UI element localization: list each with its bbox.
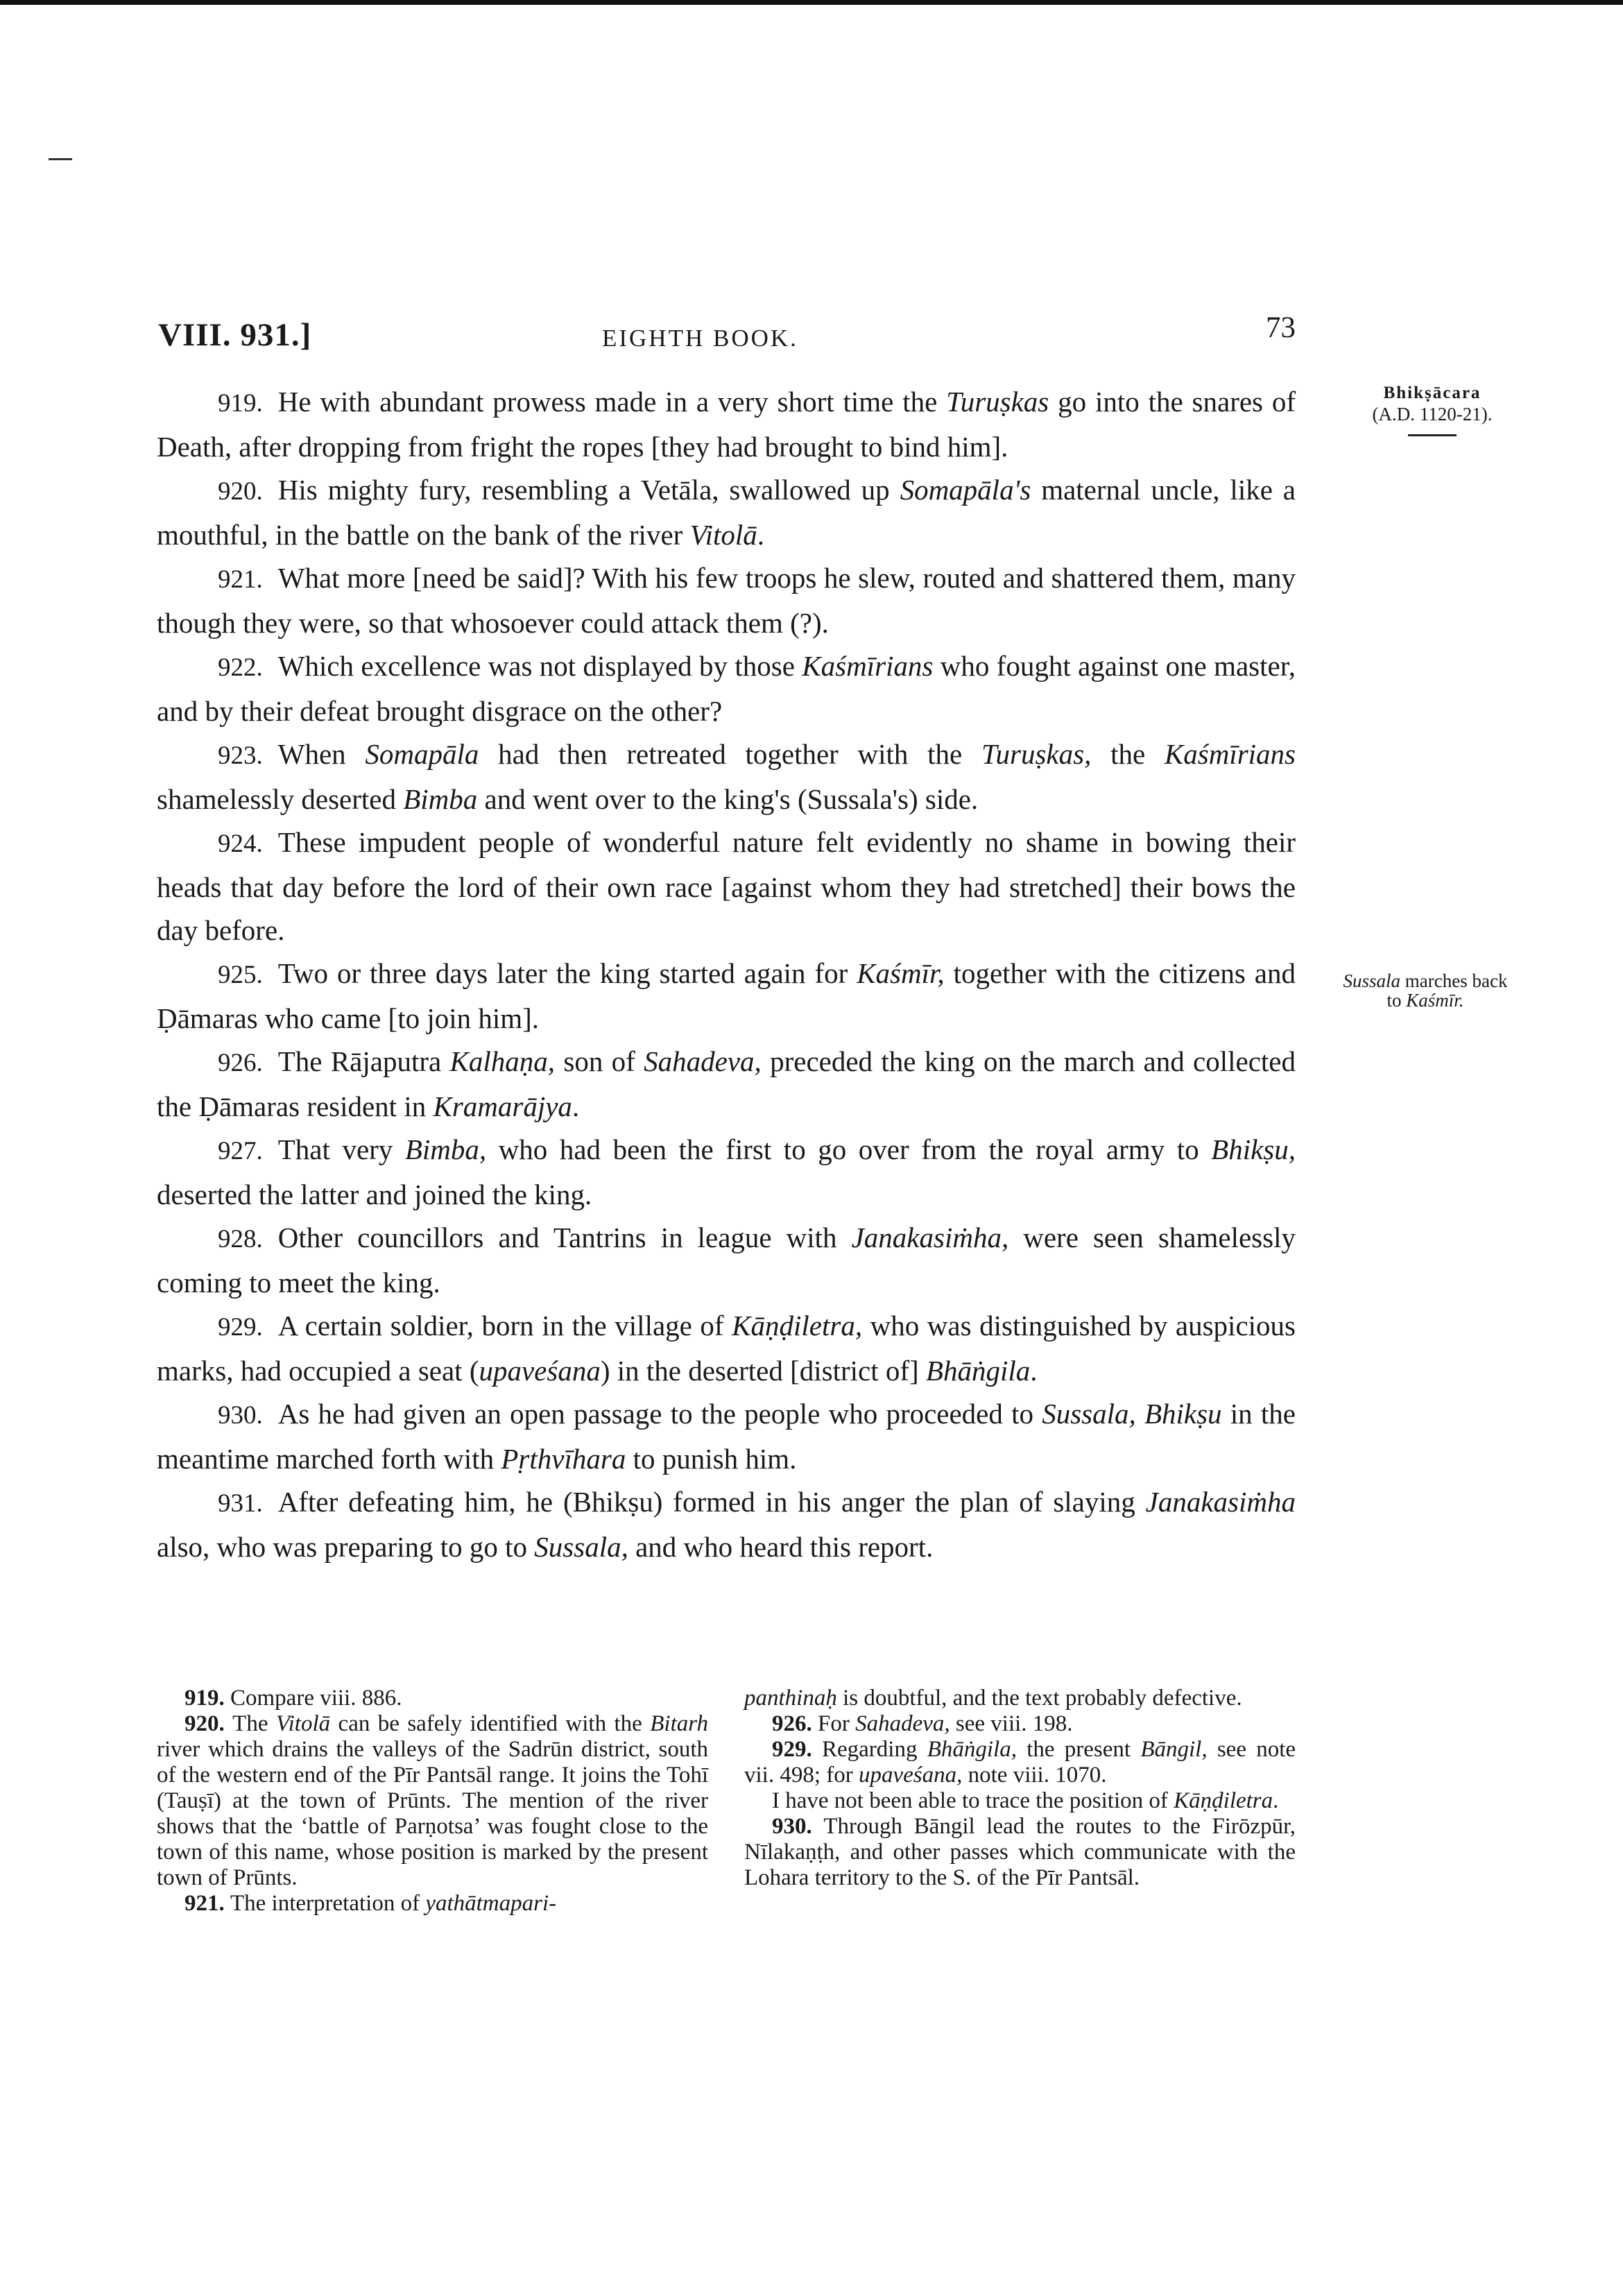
verse-text: . bbox=[757, 519, 764, 551]
footnotes-left-column bbox=[157, 1686, 708, 1917]
footnote bbox=[157, 1711, 708, 1891]
footnote-text: . bbox=[1273, 1788, 1279, 1813]
verse-text: preceded the king on the march and collected the Ḍāmaras resident in bbox=[157, 1045, 1296, 1122]
verse-number: 930. bbox=[218, 1401, 263, 1430]
verse-text: go into the snares of Death, after dropping from fright the ropes [they had brought to bind him]. bbox=[157, 386, 1296, 463]
footnote-text: river which drains the valleys of the Sadrūn district, south of the western end of the Pīr Pantsāl range. It joins the Tohī (Tauṣī) at the town of Prūnts. The mention of the river shows that the ‘battle of Parṇotsa’ was fought close to the town of this name, whose position is marked by the present town of Prūnts. bbox=[157, 1737, 708, 1890]
verse-number: 926. bbox=[218, 1049, 263, 1077]
verse-text: These impudent people of wonderful nature felt evidently no shame in bowing their heads that day before the lord of their own race [against whom they had stretched] their bows the day before. bbox=[157, 826, 1296, 946]
italic-term: Bāngil, bbox=[1140, 1737, 1208, 1762]
italic-term: Vitolā bbox=[689, 519, 757, 551]
verse-number: 924. bbox=[218, 830, 263, 858]
italic-term: Turuṣkas, bbox=[981, 738, 1092, 770]
footnote bbox=[744, 1686, 1296, 1711]
verse-text: shamelessly deserted bbox=[157, 783, 404, 815]
italic-term: yathātmapari- bbox=[425, 1891, 557, 1916]
verse-text: A certain soldier, born in the village of bbox=[277, 1310, 732, 1342]
verse-text: to punish him. bbox=[626, 1443, 797, 1475]
verse-text: the bbox=[1091, 738, 1165, 770]
footnote bbox=[744, 1711, 1296, 1737]
sidenote-italic: Sussala bbox=[1343, 970, 1401, 991]
margin-rule bbox=[1408, 434, 1457, 436]
verse-number: 921. bbox=[218, 565, 263, 594]
italic-term: Sussala, Bhikṣu bbox=[1042, 1398, 1222, 1430]
italic-term: Bhāṅgila bbox=[925, 1355, 1031, 1387]
verse-text: What more [need be said]? With his few troops he slew, routed and shattered them, many though they were, so that whosoever could attack them (?). bbox=[157, 562, 1296, 639]
verse-text: The Rājaputra bbox=[277, 1045, 450, 1077]
verse-text: He with abundant prowess made in a very short time the bbox=[277, 386, 947, 418]
footnote bbox=[744, 1737, 1296, 1788]
running-header bbox=[158, 311, 1296, 359]
verse-text: After defeating him, he (Bhikṣu) formed in his anger the plan of slaying bbox=[277, 1486, 1146, 1518]
italic-term: Janakasiṁha, bbox=[851, 1222, 1009, 1253]
main-text bbox=[157, 380, 1296, 1568]
verse-number: 920. bbox=[218, 477, 263, 506]
verse-text: When bbox=[277, 738, 366, 770]
footnote-number: 921. bbox=[184, 1891, 230, 1916]
verse-text: had then retreated together with the bbox=[479, 738, 981, 770]
verse-922 bbox=[157, 644, 1296, 733]
italic-term: Bhāṅgila, bbox=[927, 1737, 1017, 1762]
sidenote-text: marches back bbox=[1400, 970, 1508, 991]
verse-text: That very bbox=[277, 1133, 405, 1165]
footnote-text: see note vii. 498; for bbox=[744, 1737, 1296, 1788]
verse-919 bbox=[157, 380, 1296, 468]
italic-term: Sahadeva, bbox=[644, 1045, 762, 1077]
verse-text: As he had given an open passage to the people who proceeded to bbox=[277, 1398, 1042, 1430]
book-title: EIGHTH BOOK. bbox=[602, 325, 798, 352]
sidenote-place: Kaśmīr. bbox=[1406, 990, 1464, 1011]
verse-text: who fought against one master, and by their defeat brought disgrace on the other? bbox=[157, 650, 1296, 727]
verse-921 bbox=[157, 556, 1296, 644]
footnote-text: is doubtful, and the text probably defective. bbox=[836, 1686, 1242, 1711]
verse-number: 923. bbox=[218, 742, 263, 770]
footnote-number: 919. bbox=[184, 1686, 230, 1711]
verse-text: who was distinguished by auspicious marks, had occupied a seat ( bbox=[157, 1310, 1296, 1387]
footnote-text: I have not been able to trace the position of bbox=[772, 1788, 1174, 1813]
verse-number: 925. bbox=[218, 961, 263, 989]
italic-term: Sahadeva, bbox=[855, 1711, 950, 1736]
footnote bbox=[157, 1891, 708, 1917]
footnote-number: 920. bbox=[184, 1711, 233, 1736]
italic-term: Kāṇḍiletra, bbox=[732, 1310, 863, 1342]
verse-text: Other councillors and Tantrins in league with bbox=[277, 1222, 852, 1253]
reign-title: Bhikṣācara bbox=[1383, 384, 1482, 402]
verse-text: and who heard this report. bbox=[628, 1531, 934, 1563]
verse-number: 922. bbox=[218, 653, 263, 682]
italic-term: Somapāla bbox=[365, 738, 479, 770]
footnote-number: 929. bbox=[772, 1737, 822, 1762]
verse-number: 927. bbox=[218, 1137, 263, 1165]
footnote bbox=[157, 1686, 708, 1711]
verse-text: Two or three days later the king started again for bbox=[277, 957, 857, 989]
verse-926 bbox=[157, 1040, 1296, 1128]
verse-928 bbox=[157, 1216, 1296, 1304]
scan-mark bbox=[49, 158, 72, 160]
italic-term: Bimba bbox=[403, 783, 478, 815]
footnote-text: can be safely identified with the bbox=[330, 1711, 651, 1736]
footnote bbox=[744, 1814, 1296, 1891]
verse-number: 931. bbox=[218, 1489, 263, 1518]
verse-930 bbox=[157, 1392, 1296, 1480]
italic-term: Kaśmīrians bbox=[1164, 738, 1296, 770]
verse-text: also, who was preparing to go to bbox=[157, 1531, 535, 1563]
verse-text: who had been the first to go over from the royal army to bbox=[486, 1133, 1212, 1165]
verse-number: 929. bbox=[218, 1313, 263, 1342]
verse-925 bbox=[157, 952, 1296, 1040]
italic-term: Kāṇḍiletra bbox=[1174, 1788, 1273, 1813]
verse-text: . bbox=[1030, 1355, 1038, 1387]
verse-931 bbox=[157, 1480, 1296, 1568]
footnote bbox=[744, 1788, 1296, 1814]
verse-text: . bbox=[572, 1090, 580, 1122]
verse-text: were seen shamelessly coming to meet the king. bbox=[157, 1222, 1296, 1299]
italic-term: Kalhaṇa, bbox=[449, 1045, 556, 1077]
verse-923 bbox=[157, 733, 1296, 821]
footnote-text: The interpretation of bbox=[230, 1891, 426, 1916]
verse-929 bbox=[157, 1304, 1296, 1392]
verse-text: maternal uncle, like a mouthful, in the battle on the bank of the river bbox=[157, 474, 1296, 551]
footnote-text: see viii. 198. bbox=[950, 1711, 1073, 1736]
italic-term: Somapāla's bbox=[900, 474, 1031, 506]
footnote-text: The bbox=[232, 1711, 276, 1736]
italic-term: Bitarh bbox=[650, 1711, 708, 1736]
footnote-number: 926. bbox=[772, 1711, 818, 1736]
verse-text: in the meantime marched forth with bbox=[157, 1398, 1296, 1475]
italic-term: Vitolā bbox=[275, 1711, 331, 1736]
verse-920 bbox=[157, 468, 1296, 556]
footnote-text: the present bbox=[1016, 1737, 1141, 1762]
italic-term: Bimba, bbox=[404, 1133, 487, 1165]
italic-term: Kramarājya bbox=[433, 1090, 572, 1122]
italic-term: Sussala, bbox=[534, 1531, 628, 1563]
top-edge-rule bbox=[0, 0, 1623, 5]
footnotes-right-column bbox=[744, 1686, 1296, 1891]
verse-text: son of bbox=[555, 1045, 644, 1077]
verse-text: Which excellence was not displayed by those bbox=[277, 650, 802, 682]
verse-text: and went over to the king's (Sussala's) side. bbox=[477, 783, 979, 815]
verse-924 bbox=[157, 821, 1296, 952]
italic-term: panthinaḥ bbox=[744, 1686, 837, 1711]
italic-term: Janakasiṁha bbox=[1145, 1486, 1296, 1518]
sidenote-text: to bbox=[1386, 990, 1407, 1011]
page-number: 73 bbox=[1266, 311, 1296, 344]
italic-term: Kaśmīr, bbox=[857, 957, 945, 989]
italic-term: upaveśana bbox=[479, 1355, 601, 1387]
footnote-text: note viii. 1070. bbox=[962, 1763, 1107, 1788]
italic-term: Bhikṣu, bbox=[1211, 1133, 1296, 1165]
italic-term: Pṛthvīhara bbox=[501, 1443, 626, 1475]
footnote-text: Compare viii. 886. bbox=[230, 1686, 402, 1711]
italic-term: Kaśmīrians bbox=[802, 650, 934, 682]
section-reference: VIII. 931.] bbox=[158, 317, 312, 353]
sidenote-925 bbox=[1311, 971, 1540, 1010]
footnote-text: Through Bāngil lead the routes to the Firōzpūr, Nīlakaṇṭh, and other passes which communicate with the Lohara territory to the S. of the Pīr Pantsāl. bbox=[744, 1814, 1296, 1890]
footnote-text: For bbox=[818, 1711, 856, 1736]
verse-text: deserted the latter and joined the king. bbox=[157, 1179, 592, 1210]
verse-text: together with the citizens and Ḍāmaras who came [to join him]. bbox=[157, 957, 1296, 1034]
verse-text: His mighty fury, resembling a Vetāla, swallowed up bbox=[277, 474, 900, 506]
verse-number: 919. bbox=[218, 389, 263, 418]
reign-margin-note bbox=[1339, 383, 1526, 436]
italic-term: upaveśana, bbox=[858, 1763, 963, 1788]
footnote-number: 930. bbox=[772, 1814, 824, 1839]
verse-number: 928. bbox=[218, 1225, 263, 1253]
verse-text: ) in the deserted [district of] bbox=[600, 1355, 926, 1387]
footnote-text: Regarding bbox=[822, 1737, 927, 1762]
verse-927 bbox=[157, 1128, 1296, 1216]
italic-term: Turuṣkas bbox=[946, 386, 1049, 418]
reign-dates: (A.D. 1120-21). bbox=[1372, 404, 1493, 425]
